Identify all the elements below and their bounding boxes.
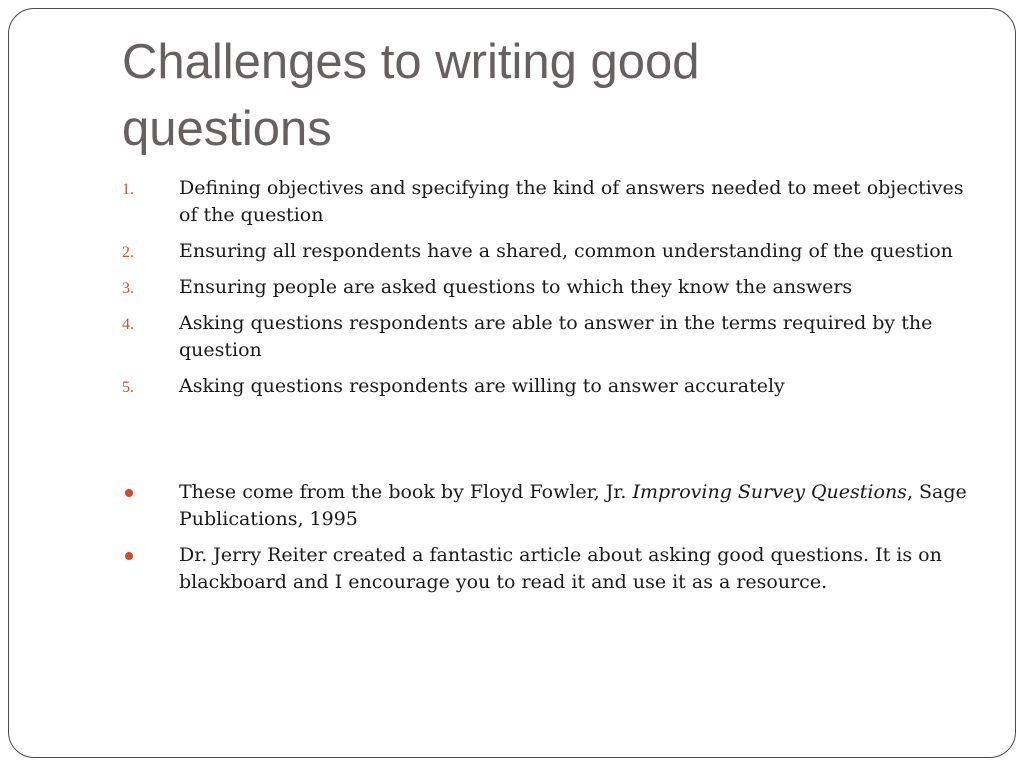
item-number: 3.	[122, 280, 134, 297]
numbered-item-3	[122, 274, 982, 301]
bullet-item-article	[122, 542, 982, 596]
item-text: Ensuring people are asked questions to which they know the answers	[179, 276, 853, 298]
numbered-item-4	[122, 310, 982, 364]
item-text: Ensuring all respondents have a shared, common understanding of the question	[179, 240, 953, 262]
numbered-item-1	[122, 175, 982, 229]
numbered-item-5	[122, 373, 982, 400]
book-title: Improving Survey Questions	[632, 481, 907, 503]
slide-body	[122, 175, 982, 605]
item-text: Asking questions respondents are willing to answer accurately	[179, 375, 785, 397]
item-text: Asking questions respondents are able to answer in the terms required by the question	[179, 312, 933, 361]
item-text: Defining objectives and specifying the kind of answers needed to meet objectives of the question	[179, 177, 964, 226]
item-number: 4.	[122, 316, 134, 333]
bullet-text-after: , Sage Publications, 1995	[179, 481, 967, 530]
slide-frame	[8, 8, 1016, 758]
bullet-item-source	[122, 479, 982, 533]
bullet-dot-icon	[125, 552, 133, 560]
item-number: 5.	[122, 379, 134, 396]
bullet-dot-icon	[125, 489, 133, 497]
bullet-text: Dr. Jerry Reiter created a fantastic article about asking good questions. It is on blackboard and I encourage you to read it and use it as a resource.	[179, 544, 942, 593]
item-number: 2.	[122, 244, 134, 261]
item-number: 1.	[122, 181, 134, 198]
bullet-text-before: These come from the book by Floyd Fowler, Jr.	[179, 481, 627, 503]
list-spacer	[122, 409, 982, 479]
numbered-item-2	[122, 238, 982, 265]
slide-title: Challenges to writing good questions	[122, 35, 700, 156]
